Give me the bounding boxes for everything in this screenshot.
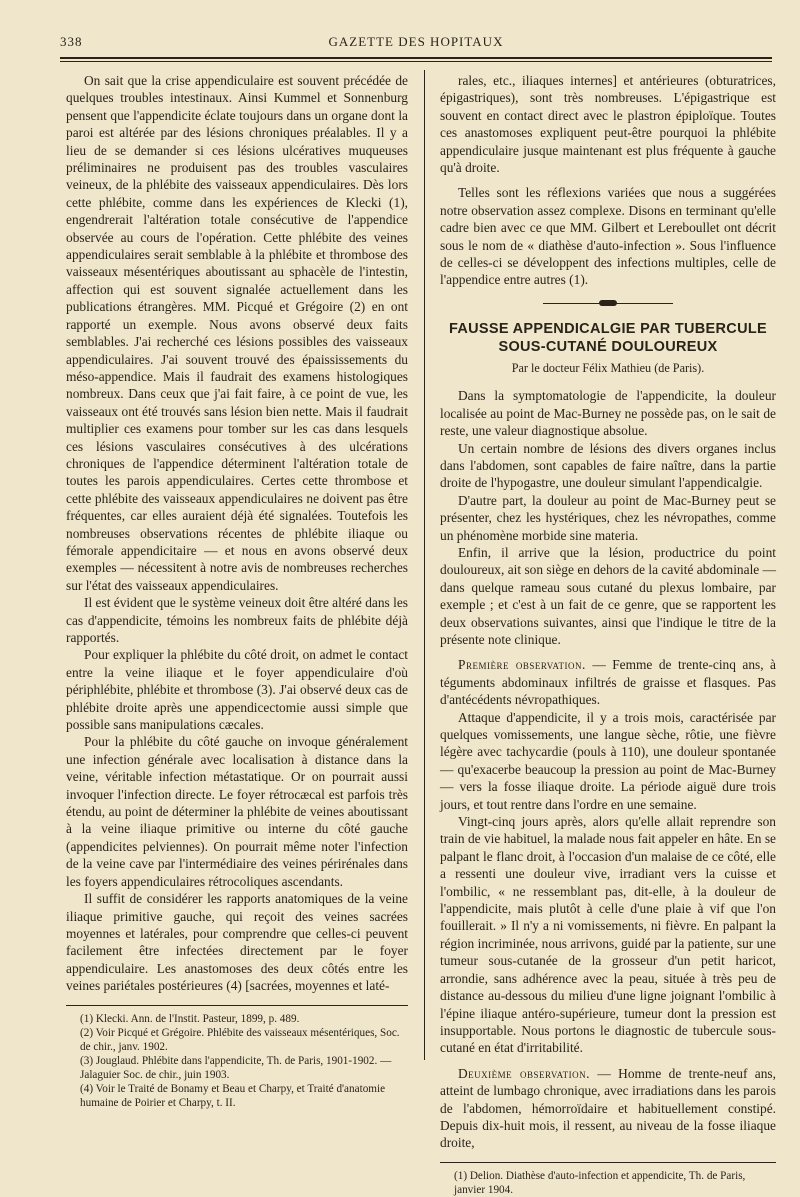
header-rule-thick — [60, 57, 772, 59]
journal-title: GAZETTE DES HOPITAUX — [328, 34, 504, 49]
footnote: (1) Klecki. Ann. de l'Instit. Pasteur, 1899, p. 489. — [80, 1012, 300, 1025]
paragraph: On sait que la crise appendiculaire est souvent précédée de quelques troubles intestinaux. Ainsi Kummel et Sonnenburg pensent que l'appendicite éclate toujours dans un organe dont la paroi est altérée par des lésions chroniques préalables. Il y a lieu de se demander si ces lésions ulcératives muqueuses préliminaires ne produisent pas des troubles vasculaires veineux, de la phlébite des vaisseaux appendiculaires. Dès lors cette phlébite, comme dans les expériences de Klecki (1), engendrerait l'altération totale consécutive de l'appendice observée au cours de l'opération. Cette phlébite des veines appendiculaires serait semblable à la phlébite et thrombose des vaisseaux mésentériques aboutissant au sphacèle de l'intestin, affection qui est souvent signalée actuellement dans les publications étrangères. MM. Picqué et Grégoire (2) en ont rapporté un exemple. Nous avons observé deux faits semblables. J'ai recherché ces lésions possibles des vaisseaux appendiculaires. J'ai souvent trouvé des épaississements du méso-appendice. Mais il faudrait des examens histologiques nombreux. Dans ceux que j'ai fait faire, à ce point de vue, les vaisseaux ont été trouvés sans lésion bien nette. Mais il faudrait multiplier ces examens pour tomber sur les cas dans lesquels ces lésions vasculaires consécutives à des ulcérations chroniques de l'appendice déterminent l'altération totale de toutes les parois appendiculaires. Certes cette thrombose et cette phlébite des vaisseaux appendiculaires ne doivent pas être fréquentes, car elles auraient déjà été signalées. Toutefois les nombreuses observations récentes de phlébite iliaque ou fémorale appendicitaire — et nous en avons observé deux exemples — nécessitent à notre avis de nombreuses recherches sur l'état des vaisseaux appendiculaires. — [66, 73, 408, 593]
footnote: (4) Voir le Traité de Bonamy et Beau et Charpy, et Traité d'anatomie humaine de Poirier et Charpy, t. II. — [80, 1082, 386, 1109]
observation-label: Première observation. — [458, 657, 586, 673]
paragraph: Pour la phlébite du côté gauche on invoque généralement une infection générale avec localisation à distance dans la veine, véritable infection métastatique. Or on pourrait aussi invoquer l'infection directe. Le foyer rétrocæcal est parfois très étendu, au point de déterminer la phlébite de veines aboutissant à la veine iliaque primitive ou interne du côté gauche (appendicites pelviennes). On pourrait même noter l'infection de la veine cave par l'intermédiaire des veines périrénales dans les foyers appendiculaires rétrocoliques ascendants. — [66, 734, 408, 889]
footnote-rule — [66, 1005, 408, 1006]
right-column — [440, 72, 776, 1197]
article-title — [440, 320, 776, 356]
footnote: (3) Jouglaud. Phlébite dans l'appendicite, Th. de Paris, 1901-1902. — Jalaguier Soc. de chir., juin 1903. — [80, 1054, 392, 1081]
paragraph: rales, etc., iliaques internes] et antérieures (obturatrices, épigastriques), sont très nombreuses. L'épigastrique est souvent en contact direct avec le plastron épiploïque. Toutes ces anastomoses expliquent peut-être pourquoi la phlébite appendiculaire jusque maintenant est plus fréquente à gauche qu'à droite. — [440, 73, 776, 176]
paragraph: Enfin, il arrive que la lésion, productrice du point douloureux, ait son siège en dehors de la cavité abdominale — dans quelque rameau sous cutané du plexus lombaire, par exemple ; et c'est à un fait de ce genre, que se rapportent les deux observations suivantes, ainsi que l'indique le titre de la présente note clinique. — [440, 544, 776, 647]
paragraph: Un certain nombre de lésions des divers organes inclus dans l'abdomen, sont capables de faire naître, dans la partie droite de l'hypogastre, une douleur simulant l'appendicalgie. — [440, 440, 776, 491]
section-separator — [543, 303, 673, 304]
paragraph: D'autre part, la douleur au point de Mac-Burney peut se présenter, chez les hystériques, chez les névropathes, comme un phénomène morbide sine materia. — [440, 492, 776, 543]
observation-text: — Homme de trente-neuf ans, atteint de lumbago chronique, avec irradiations dans les parois de l'abdomen, hémorroïdaire et habituellement constipé. Depuis dix-huit mois, il ressent, au niveau de la fosse iliaque droite, — [440, 1065, 776, 1151]
observation-2 — [440, 1065, 776, 1152]
paragraph: Pour expliquer la phlébite du côté droit, on admet le contact entre la veine iliaque et le foyer appendiculaire d'où périphlébite, phlébite et thrombose (3). J'ai observé deux cas de phlébite droite après une appendicectomie aussi simple que possible sans manipulations cæcales. — [66, 647, 408, 733]
paragraph: Il est évident que le système veineux doit être altéré dans les cas d'appendicite, témoins les nombreux faits de phlébite déjà rapportés. — [66, 595, 408, 645]
footnote-rule — [440, 1162, 776, 1163]
page-number: 338 — [60, 34, 83, 49]
paragraph: Vingt-cinq jours après, alors qu'elle allait reprendre son train de vie habituel, la malade nous fait appeler en hâte. En se palpant le flanc droit, à l'occasion d'un malaise de ce côté, elle a ressenti une douleur vive, irradiant vers la cuisse et l'ombilic, « ne ressemblant pas, dit-elle, à la douleur de l'appendicite, mais plutôt à celle d'une plaie à vif que l'on fouillerait. » Il n'y a ni vomissements, ni fièvre. En palpant la région incriminée, nous arrivons, guidé par la patiente, sur une tumeur sous-cutanée de la grosseur d'un petit haricot, arrondie, sans adhérence avec la peau, située à très peu de distance au-dessous du milieu d'une ligne joignant l'ombilic à l'épine iliaque antéro-supérieure, tumeur dont la pression est insupportable. Nous portons le diagnostic de tubercule sous-cutané en état d'irritabilité. — [440, 814, 776, 1056]
article-title-line: SOUS-CUTANÉ DOULOUREUX — [498, 338, 718, 355]
article-title-line: FAUSSE APPENDICALGIE PAR TUBERCULE — [449, 320, 767, 337]
paragraph: Attaque d'appendicite, il y a trois mois, caractérisée par quelques vomissements, une langue sèche, rôtie, une fièvre légère avec tachycardie (pouls à 110), une douleur spontanée — qu'exacerbe beaucoup la pression au point de Mac-Burney — vers la fosse iliaque droite. La période aiguë dure trois jours, et tout rentre dans l'ordre en une semaine. — [440, 709, 776, 812]
observation-label: Deuxième observation. — [458, 1065, 591, 1081]
observation-text: — Femme de trente-cinq ans, à téguments abdominaux infiltrés de graisse et flasques. Pas d'antécédents névropathiques. — [440, 657, 776, 708]
observation-1 — [440, 656, 776, 708]
footnote: (1) Delion. Diathèse d'auto-infection et appendicite, Th. de Paris, janvier 1904. — [454, 1169, 746, 1196]
column-divider — [424, 70, 425, 1060]
running-header — [60, 30, 772, 54]
article-author: Par le docteur Félix Mathieu (de Paris). — [511, 360, 705, 375]
header-rule-thin — [60, 61, 772, 62]
paragraph: Dans la symptomatologie de l'appendicite, la douleur localisée au point de Mac-Burney ne possède pas, on le sait de reste, une valeur diagnostique absolue. — [440, 388, 776, 439]
paragraph: Il suffit de considérer les rapports anatomiques de la veine iliaque primitive gauche, qui reçoit des veines sacrées moyennes et latérales, pour comprendre que celles-ci peuvent facilement être infectées directement par le foyer appendiculaire. Les anastomoses des deux côtés entre les veines pariétales postérieures (4) [sacrées, moyennes et laté- — [66, 891, 408, 994]
footnote: (2) Voir Picqué et Grégoire. Phlébite des vaisseaux mésentériques, Soc. de chir., janv. 1902. — [80, 1026, 400, 1053]
paragraph: Telles sont les réflexions variées que nous a suggérées notre observation assez complexe. Disons en terminant qu'elle cadre bien avec ce que MM. Gilbert et Lereboullet ont décrit sous le nom de « diathèse d'auto-infection ». Sous l'influence de celles-ci se développent des infections multiples, celle de l'appendice entre autres (1). — [440, 185, 776, 288]
left-column — [66, 72, 408, 1110]
